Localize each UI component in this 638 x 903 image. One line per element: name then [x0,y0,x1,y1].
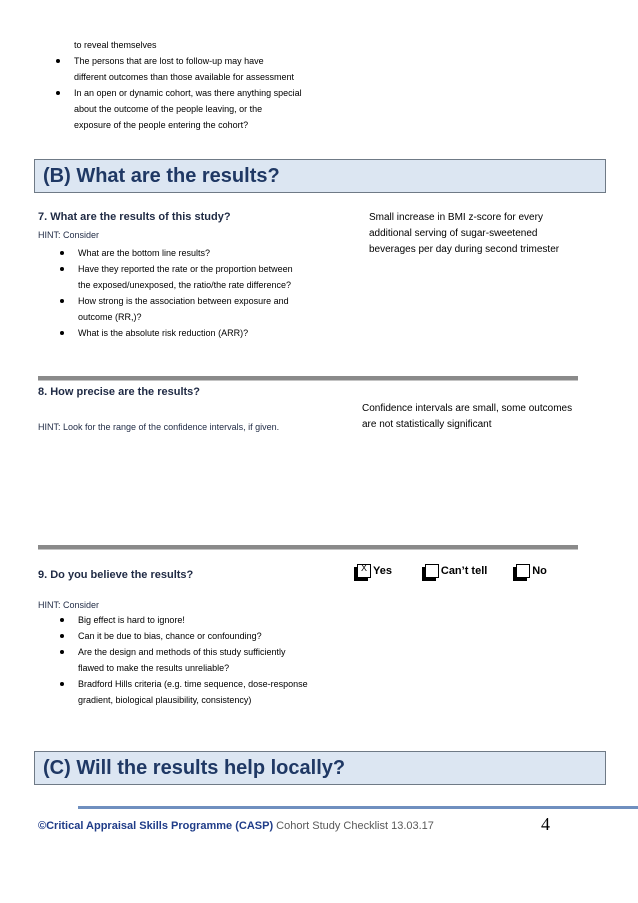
bullet-icon [60,634,64,638]
list-item-line: Big effect is hard to ignore! [78,615,185,625]
list-item-line: The persons that are lost to follow-up may have [74,56,264,66]
option-yes[interactable] [357,562,396,579]
bullet-icon [60,299,64,303]
bullet-icon [60,267,64,271]
checkbox-icon[interactable] [516,564,530,578]
bullet-icon [56,59,60,63]
bullet-icon [60,618,64,622]
section-c-heading: (C) Will the results help locally? [34,751,606,785]
divider-rule [38,376,578,381]
list-item [38,612,358,628]
footer-rule [78,806,638,809]
question-9-options [357,562,547,580]
footer-org: ©Critical Appraisal Skills Programme (CASP) [38,820,274,832]
question-9-title: 9. Do you believe the results? [38,569,194,581]
list-item [38,676,358,692]
list-item-line: Can it be due to bias, chance or confounding? [78,631,262,641]
bullet-icon [60,650,64,654]
question-9-hint: HINT: Consider [38,600,100,610]
answer-line: Confidence intervals are small, some outcomes [362,403,573,414]
bullet-icon [56,91,60,95]
list-item-line: exposure of the people entering the cohort? [74,120,249,130]
list-item [34,53,354,69]
bullet-icon [60,251,64,255]
list-item-line: In an open or dynamic cohort, was there anything special [74,88,302,98]
list-item-line: outcome (RR,)? [78,312,142,322]
list-item-line: different outcomes than those available for assessment [74,72,294,82]
answer-line: Small increase in BMI z-score for every [369,212,543,223]
checkbox-icon[interactable] [425,564,439,578]
list-item [38,628,358,644]
answer-line: additional serving of sugar-sweetened [369,228,538,239]
option-no[interactable] [516,562,547,579]
question-9-hint-list [38,612,358,708]
list-item [34,85,354,101]
option-label: Can’t tell [440,564,488,577]
list-item-line: What are the bottom line results? [78,248,211,258]
list-item-line: How strong is the association between exposure and [78,296,289,306]
list-item-line: about the outcome of the people leaving, or the [74,104,263,114]
section-b-heading: (B) What are the results? [34,159,606,193]
bullet-icon [60,682,64,686]
list-continuation: to reveal themselves [74,40,157,50]
footer-text [38,820,434,832]
divider-rule [38,545,578,550]
check-mark: X [360,562,367,573]
question-7-answer[interactable] [369,210,609,258]
page-number: 4 [541,814,550,834]
question-8-title: 8. How precise are the results? [38,386,201,398]
list-item-line: flawed to make the results unreliable? [78,663,230,673]
option-cant-tell[interactable] [425,562,492,579]
answer-line: are not statistically significant [362,419,492,430]
list-item [38,245,348,261]
list-item-line: Are the design and methods of this study sufficiently [78,647,286,657]
answer-line: beverages per day during second trimester [369,244,560,255]
question-7-hint-list [38,245,348,341]
list-item-line: the exposed/unexposed, the ratio/the rate difference? [78,280,291,290]
list-item [38,261,348,277]
question-7-title: 7. What are the results of this study? [38,211,231,223]
list-item-line: What is the absolute risk reduction (ARR)? [78,328,249,338]
list-item [38,644,358,660]
list-item-line: Bradford Hills criteria (e.g. time sequence, dose-response [78,679,308,689]
question-8-hint: HINT: Look for the range of the confidence intervals, if given. [38,422,280,432]
bullet-icon [60,331,64,335]
option-label: No [532,564,547,577]
question-7-hint: HINT: Consider [38,230,100,240]
list-item-line: Have they reported the rate or the proportion between [78,264,293,274]
question-8-answer[interactable] [362,401,612,433]
list-item [38,293,348,309]
list-item [38,325,348,341]
top-bullet-list [34,37,354,133]
option-label: Yes [373,564,392,577]
checkbox-icon[interactable] [357,564,371,578]
list-item-line: gradient, biological plausibility, consistency) [78,695,252,705]
footer-doc: Cohort Study Checklist 13.03.17 [273,820,434,832]
